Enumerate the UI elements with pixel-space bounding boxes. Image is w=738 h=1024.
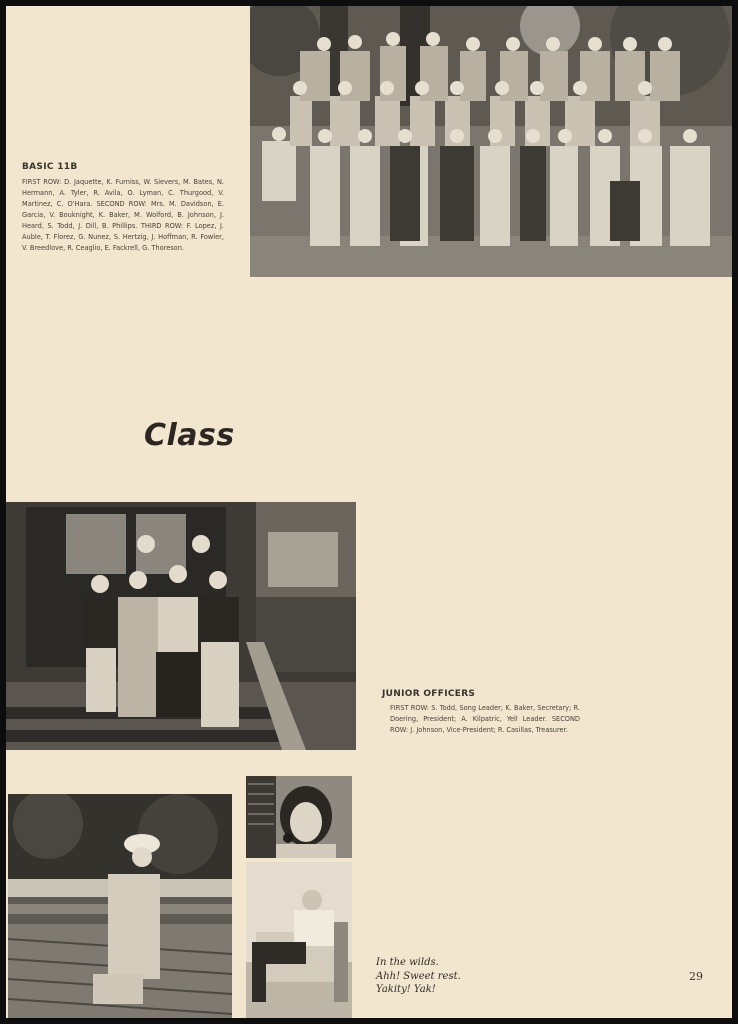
in-the-wilds-photo — [8, 794, 232, 1018]
junior-officers-title: JUNIOR OFFICERS — [382, 689, 476, 699]
basic-11b-caption: FIRST ROW: D. Jaquette, K. Furniss, W. Sievers, M. Bates, N. Hermann, A. Tyler, R. Avila, O. Lyman, C. Thurgood, V. Martinez, C. O'Hara. SECOND ROW: Mrs. M. Davidson, E. Garcia, V. Bouknight, K. Baker, M. Wolford, B. Johnson, J. Heard, S. Todd, J. Dill, B. Phillips. THIRD ROW: F. Lopez, J. Auble, T. Florez, G. Nunez, S. Hertzig, J. Hoffman, R. Fowler, V. Breedlove, R. Ceaglio, E. Fackrell, G. Thoreson. — [22, 178, 224, 252]
candid-caption-line-3: Yakity! Yak! — [376, 984, 436, 995]
sweet-rest-photo — [246, 862, 352, 1018]
candid-caption-line-2: Ahh! Sweet rest. — [376, 970, 461, 982]
section-title: Class — [144, 418, 235, 453]
junior-officers-photo — [6, 502, 356, 750]
phone-call-photo — [246, 776, 352, 858]
candid-captions — [376, 956, 461, 997]
page-number: 29 — [689, 970, 703, 983]
yearbook-page — [6, 6, 732, 1018]
basic-11b-group-photo — [250, 6, 732, 277]
junior-officers-caption: FIRST ROW: S. Todd, Song Leader; K. Baker, Secretary; R. Doering, President; A. Kilpatric, Yell Leader. SECOND ROW: J. Johnson, Vice-President; R. Casillas, Treasurer. — [390, 704, 580, 734]
basic-11b-title: BASIC 11B — [22, 162, 78, 172]
candid-caption-line-1: In the wilds. — [376, 957, 439, 968]
